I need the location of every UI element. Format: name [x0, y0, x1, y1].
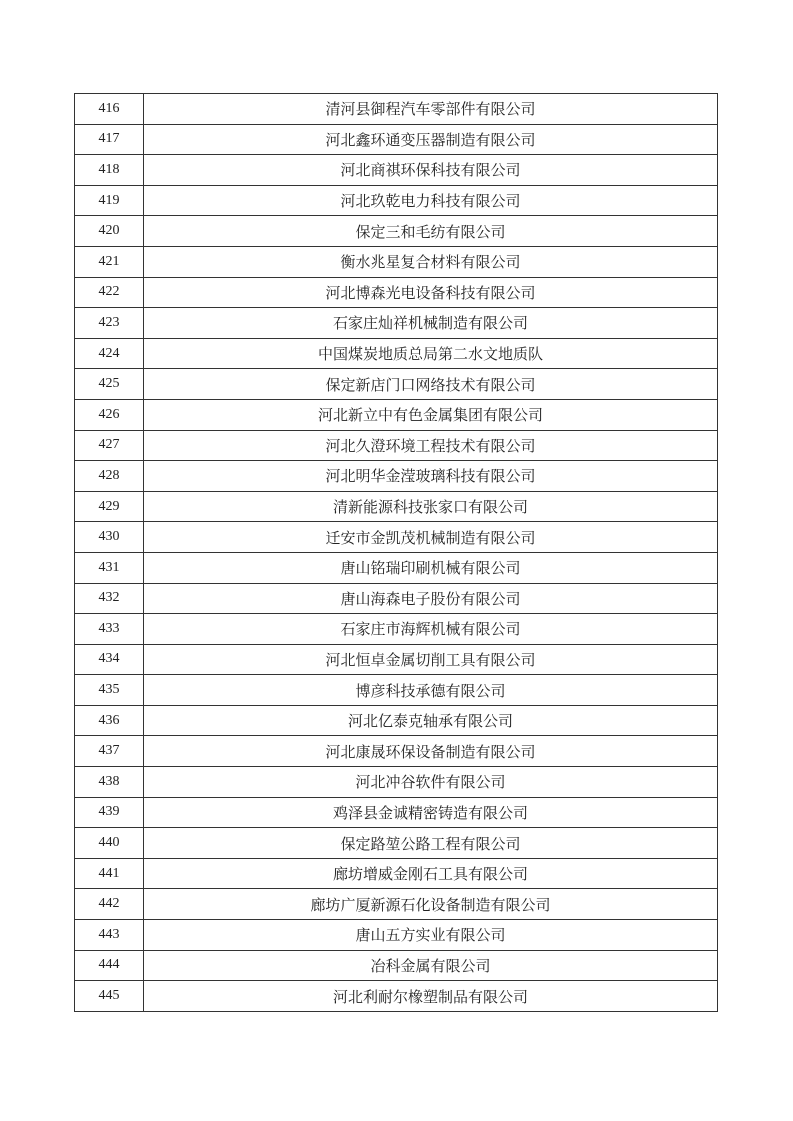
row-number: 442 — [75, 889, 144, 920]
table-row — [75, 491, 718, 522]
row-number: 424 — [75, 338, 144, 369]
company-name: 唐山五方实业有限公司 — [144, 920, 718, 951]
company-name: 河北利耐尔橡塑制品有限公司 — [144, 981, 718, 1012]
row-number: 443 — [75, 920, 144, 951]
company-name: 石家庄市海辉机械有限公司 — [144, 614, 718, 645]
table-row — [75, 614, 718, 645]
company-name: 河北鑫环通变压器制造有限公司 — [144, 124, 718, 155]
company-name: 迁安市金凯茂机械制造有限公司 — [144, 522, 718, 553]
row-number: 418 — [75, 155, 144, 186]
company-name: 衡水兆星复合材料有限公司 — [144, 246, 718, 277]
company-name: 唐山海森电子股份有限公司 — [144, 583, 718, 614]
row-number: 431 — [75, 552, 144, 583]
row-number: 433 — [75, 614, 144, 645]
table-row — [75, 369, 718, 400]
table-row — [75, 246, 718, 277]
table-row — [75, 644, 718, 675]
row-number: 419 — [75, 185, 144, 216]
company-name: 廊坊增威金刚石工具有限公司 — [144, 858, 718, 889]
row-number: 432 — [75, 583, 144, 614]
row-number: 423 — [75, 308, 144, 339]
row-number: 435 — [75, 675, 144, 706]
row-number: 436 — [75, 705, 144, 736]
table-row — [75, 828, 718, 859]
table-row — [75, 430, 718, 461]
company-name: 清河县御程汽车零部件有限公司 — [144, 94, 718, 125]
table-row — [75, 950, 718, 981]
company-table — [74, 93, 718, 1012]
table-row — [75, 583, 718, 614]
company-name: 廊坊广厦新源石化设备制造有限公司 — [144, 889, 718, 920]
company-table-body — [75, 94, 718, 1012]
row-number: 434 — [75, 644, 144, 675]
row-number: 437 — [75, 736, 144, 767]
company-name: 博彦科技承德有限公司 — [144, 675, 718, 706]
table-row — [75, 124, 718, 155]
row-number: 420 — [75, 216, 144, 247]
table-row — [75, 399, 718, 430]
row-number: 439 — [75, 797, 144, 828]
company-name: 中国煤炭地质总局第二水文地质队 — [144, 338, 718, 369]
row-number: 422 — [75, 277, 144, 308]
row-number: 428 — [75, 461, 144, 492]
company-name: 保定新店门口网络技术有限公司 — [144, 369, 718, 400]
table-row — [75, 889, 718, 920]
table-row — [75, 797, 718, 828]
company-name: 河北明华金滢玻璃科技有限公司 — [144, 461, 718, 492]
company-name: 河北恒卓金属切削工具有限公司 — [144, 644, 718, 675]
table-row — [75, 308, 718, 339]
table-row — [75, 522, 718, 553]
table-row — [75, 736, 718, 767]
company-name: 河北冲谷软件有限公司 — [144, 767, 718, 798]
company-name: 保定路堃公路工程有限公司 — [144, 828, 718, 859]
row-number: 445 — [75, 981, 144, 1012]
row-number: 438 — [75, 767, 144, 798]
row-number: 430 — [75, 522, 144, 553]
table-row — [75, 675, 718, 706]
company-name: 石家庄灿祥机械制造有限公司 — [144, 308, 718, 339]
table-row — [75, 94, 718, 125]
company-name: 河北康晟环保设备制造有限公司 — [144, 736, 718, 767]
table-row — [75, 552, 718, 583]
table-row — [75, 858, 718, 889]
row-number: 426 — [75, 399, 144, 430]
row-number: 416 — [75, 94, 144, 125]
table-row — [75, 461, 718, 492]
company-name: 河北博森光电设备科技有限公司 — [144, 277, 718, 308]
table-row — [75, 216, 718, 247]
company-name: 清新能源科技张家口有限公司 — [144, 491, 718, 522]
table-row — [75, 920, 718, 951]
table-row — [75, 155, 718, 186]
row-number: 441 — [75, 858, 144, 889]
row-number: 440 — [75, 828, 144, 859]
row-number: 427 — [75, 430, 144, 461]
company-name: 鸡泽县金诚精密铸造有限公司 — [144, 797, 718, 828]
table-row — [75, 705, 718, 736]
row-number: 425 — [75, 369, 144, 400]
company-name: 河北商祺环保科技有限公司 — [144, 155, 718, 186]
company-name: 保定三和毛纺有限公司 — [144, 216, 718, 247]
company-name: 河北亿泰克轴承有限公司 — [144, 705, 718, 736]
row-number: 417 — [75, 124, 144, 155]
table-row — [75, 767, 718, 798]
row-number: 444 — [75, 950, 144, 981]
company-name: 冶科金属有限公司 — [144, 950, 718, 981]
table-row — [75, 185, 718, 216]
row-number: 421 — [75, 246, 144, 277]
company-name: 唐山铭瑞印刷机械有限公司 — [144, 552, 718, 583]
company-name: 河北玖乾电力科技有限公司 — [144, 185, 718, 216]
table-row — [75, 277, 718, 308]
company-name: 河北新立中有色金属集团有限公司 — [144, 399, 718, 430]
table-row — [75, 981, 718, 1012]
company-name: 河北久澄环境工程技术有限公司 — [144, 430, 718, 461]
table-row — [75, 338, 718, 369]
row-number: 429 — [75, 491, 144, 522]
